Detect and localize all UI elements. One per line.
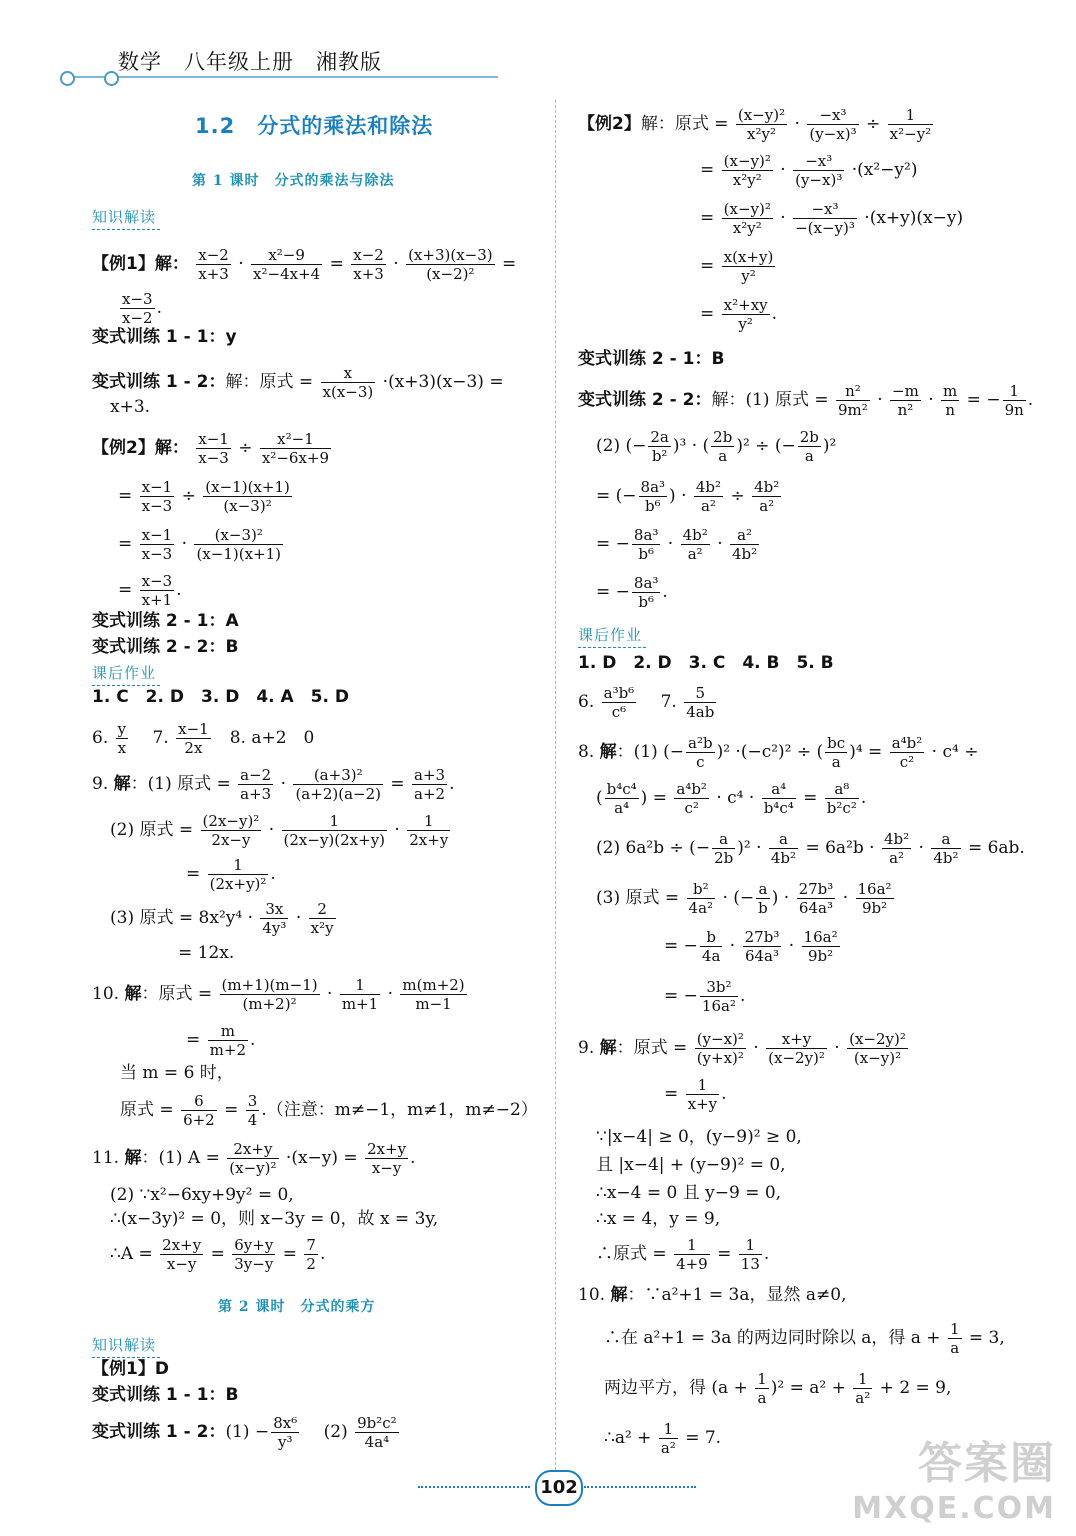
example-1-line: 【例1】解： $\frac{x-2}{x+3}$ · $\frac{\text{x²−9}}{\text{x²−4x+4}}$ = $\frac{x-2}{x+3}$ · $\frac{(x+3)(x-3)}{\text{(x−2)²}}$ = (92, 246, 517, 283)
subheading-knowledge: 知识解读 (92, 208, 157, 226)
right-exercise-2-2-step-2: = − $\frac{\text{8a³}}{\text{b⁶}}$ · $\frac{\text{4b²}}{\text{a²}}$ · $\frac{\text{a²}}{\text{4b²}}$ (596, 526, 758, 563)
header-dot-icon (60, 71, 75, 86)
lesson-2-example-1: 【例1】D (92, 1359, 169, 1379)
right-homework-answers-1: 1. D 2. D 3. C 4. B 5. B (578, 653, 834, 673)
right-example-2-line-2: = $\frac{\text{(x−y)²}}{\text{x²y²}}$ · $\frac{\text{−x³}}{\text{(y−x)³}}$ ·(x²−y²) (700, 152, 918, 189)
right-question-10-line-3: 两边平方，得 (a + $\frac{1}{a}$ )² = a² + $\frac{1}{\text{a²}}$ + 2 = 9, (604, 1370, 952, 1407)
example-2-line-1: 【例2】解： $\frac{x-1}{x-3}$ ÷ $\frac{\text{x²−1}}{\text{x²−6x+9}}$ (92, 430, 330, 467)
question-10-result: = $\frac{m}{m+2}$ . (186, 1022, 256, 1059)
question-9-part-2-result: = $\frac{1}{\text{(2x+y)²}}$ . (186, 856, 276, 893)
example-1-result: $\frac{x-3}{x-2}$ . (122, 290, 162, 327)
right-question-9-line-6: ∴x = 4，y = 9, (596, 1209, 721, 1229)
right-question-8-part-3-step-1: = − $\frac{b}{4a}$ · $\frac{\text{27b³}}{\text{64a³}}$ · $\frac{\text{16a²}}{\text{9b²}}$ (664, 928, 838, 965)
right-question-8-part-1: 8. 解：(1) (− $\frac{\text{a²b}}{c}$ )² ·(−c²)² ÷ ( $\frac{bc}{a}$ )⁴ = $\frac{\text{a⁴b²}}{\text{c²}}$ · c⁴ ÷ (578, 734, 979, 771)
question-10: 10. 解：原式 = $\frac{(m+1)(m-1)}{\text{(m+2)²}}$ · $\frac{1}{m+1}$ · $\frac{m(m+2)}{m-1}$ (92, 976, 465, 1013)
right-question-9: 9. 解：原式 = $\frac{\text{(y−x)²}}{\text{(y+x)²}}$ · $\frac{x+y}{\text{(x−2y)²}}$ · $\frac{\text{(x−2y)²}}{\text{(x−y)²}}$ (578, 1030, 906, 1067)
right-exercise-2-2: 变式训练 2 - 2：解：(1) 原式 = $\frac{\text{n²}}{\text{9m²}}$ · $\frac{-m}{\text{n²}}$ · $\frac{m}{n}$ = − $\frac{1}{9n}$ . (578, 382, 1034, 419)
question-9-part-2: (2) 原式 = $\frac{\text{(2x−y)²}}{2x-y}$ · $\frac{1}{(2x-y)(2x+y)}$ · $\frac{1}{2x+y}$ (110, 812, 449, 849)
right-exercise-2-2-part-2: (2) (− $\frac{2a}{\text{b²}}$ )³ · ( $\frac{2b}{a}$ )² ÷ (− $\frac{2b}{a}$ )² (596, 428, 837, 465)
homework-answers-2: 6. $\frac{y}{x}$ 7. $\frac{x-1}{2x}$ 8. a+2 0 (92, 720, 315, 757)
right-question-9-line-7: ∴原式 = $\frac{1}{4+9}$ = $\frac{1}{13}$ . (596, 1236, 770, 1273)
exercise-1-2-cont: x+3. (110, 397, 151, 417)
right-exercise-2-1: 变式训练 2 - 1：B (578, 349, 725, 369)
watermark-text: 答案圈 (918, 1438, 1056, 1489)
example-2-line-2: = $\frac{x-1}{x-3}$ ÷ $\frac{(x-1)(x+1)}{\text{(x−3)²}}$ (118, 478, 290, 515)
lesson-2-exercise-1-2: 变式训练 1 - 2：(1) − $\frac{\text{8x⁶}}{\text{y³}}$ (2) $\frac{\text{9b²c²}}{\text{4a⁴}}$ (92, 1414, 397, 1451)
question-11-part-1: 11. 解：(1) A = $\frac{2x+y}{\text{(x−y)²}}$ ·(x−y) = $\frac{2x+y}{x-y}$ . (92, 1140, 416, 1177)
right-exercise-2-2-step-1: = (− $\frac{\text{8a³}}{\text{b⁶}}$ ) · $\frac{\text{4b²}}{\text{a²}}$ ÷ $\frac{\text{4b²}}{\text{a²}}$ (596, 478, 780, 515)
right-question-9-line-5: ∴x−4 = 0 且 y−9 = 0, (596, 1183, 782, 1203)
right-question-9-result: = $\frac{1}{x+y}$ . (664, 1076, 727, 1113)
right-exercise-2-2-step-3: = − $\frac{\text{8a³}}{\text{b⁶}}$ . (596, 574, 668, 611)
header-rule (68, 76, 498, 78)
right-example-2-line-5: = $\frac{\text{x²+xy}}{\text{y²}}$ . (700, 296, 778, 333)
right-question-10-line-1: 10. 解：∵a²+1 = 3a，显然 a≠0, (578, 1285, 847, 1305)
right-question-8-part-3: (3) 原式 = $\frac{\text{b²}}{\text{4a²}}$ · (− $\frac{a}{b}$ ) · $\frac{\text{27b³}}{\text{64a³}}$ · $\frac{\text{16a²}}{\text{9b²}}$ (596, 880, 892, 917)
right-homework-answers-2: 6. $\frac{\text{a³b⁶}}{\text{c⁶}}$ 7. $\frac{5}{4ab}$ (578, 684, 715, 721)
subheading-knowledge-2: 知识解读 (92, 1336, 157, 1354)
example-2-line-4: = $\frac{x-3}{x+1}$ . (118, 572, 182, 609)
right-question-10-line-2: ∴在 a²+1 = 3a 的两边同时除以 a，得 a + $\frac{1}{a}$ = 3, (604, 1320, 1005, 1357)
column-divider (555, 100, 556, 1490)
question-9-part-1: 9. 解：(1) 原式 = $\frac{a-2}{a+3}$ · $\frac{\text{(a+3)²}}{(a+2)(a-2)}$ = $\frac{a+3}{a+2}$ . (92, 766, 455, 803)
running-header: 数学 八年级上册 湘教版 (118, 50, 382, 74)
section-title: 1.2 分式的乘法和除法 (195, 114, 434, 138)
right-question-8-part-3-step-2: = − $\frac{\text{3b²}}{\text{16a²}}$ . (664, 978, 746, 1015)
footer-dots-right (584, 1486, 696, 1488)
exercise-2-1: 变式训练 2 - 1：A (92, 611, 239, 631)
question-11-part-3: ∴(x−3y)² = 0，则 x−3y = 0，故 x = 3y, (110, 1209, 439, 1229)
right-question-8-part-2: (2) 6a²b ÷ (− $\frac{a}{2b}$ )² · $\frac{a}{\text{4b²}}$ = 6a²b · $\frac{\text{4b²}}{\text{a²}}$ · $\frac{a}{\text{4b²}}$ = 6ab. (596, 830, 1025, 867)
exercise-1-1: 变式训练 1 - 1：y (92, 327, 237, 347)
exercise-2-2: 变式训练 2 - 2：B (92, 637, 239, 657)
subheading-homework: 课后作业 (92, 664, 157, 682)
question-11-part-2: (2) ∵x²−6xy+9y² = 0, (110, 1185, 294, 1205)
right-question-10-line-4: ∴a² + $\frac{1}{\text{a²}}$ = 7. (604, 1420, 722, 1457)
right-example-2-line-4: = $\frac{x(x+y)}{\text{y²}}$ (700, 248, 774, 285)
example-label: 【例1】解： (92, 254, 189, 274)
question-9-part-3-result: = 12x. (178, 943, 235, 963)
right-example-2-line-1: 【例2】解：原式 = $\frac{\text{(x−y)²}}{\text{x²y²}}$ · $\frac{\text{−x³}}{\text{(y−x)³}}$ ÷ $\frac{1}{\text{x²−y²}}$ (578, 106, 932, 143)
lesson-2-title: 第 2 课时 分式的乘方 (218, 1299, 376, 1315)
watermark-url: MXQE.COM (852, 1491, 1056, 1526)
page-number: 102 (535, 1470, 583, 1506)
exercise-1-2: 变式训练 1 - 2：解：原式 = $\frac{x}{x(x-3)}$ ·(x+3)(x−3) = (92, 364, 504, 401)
question-10-when: 当 m = 6 时， (120, 1063, 234, 1083)
watermark-logo (852, 1427, 1056, 1526)
right-question-9-line-4: 且 |x−4| + (y−9)² = 0, (596, 1155, 786, 1175)
homework-answers-1: 1. C 2. D 3. D 4. A 5. D (92, 687, 349, 707)
right-example-2-line-3: = $\frac{\text{(x−y)²}}{\text{x²y²}}$ · $\frac{\text{−x³}}{\text{−(x−y)³}}$ ·(x+y)(x−y) (700, 200, 964, 237)
right-question-9-line-3: ∵|x−4| ≥ 0，(y−9)² ≥ 0, (596, 1127, 802, 1147)
example-2-line-3: = $\frac{x-1}{x-3}$ · $\frac{\text{(x−3)²}}{(x-1)(x+1)}$ (118, 526, 282, 563)
footer-dots-left (418, 1486, 530, 1488)
right-subheading-homework: 课后作业 (578, 626, 643, 644)
header-dot-icon (104, 71, 119, 86)
lesson-1-title: 第 1 课时 分式的乘法与除法 (192, 173, 395, 189)
question-11-part-4: ∴A = $\frac{2x+y}{x-y}$ = $\frac{6y+y}{3y-y}$ = $\frac{7}{2}$ . (110, 1236, 326, 1273)
question-9-part-3: (3) 原式 = 8x²y⁴ · $\frac{3x}{\text{4y³}}$ · $\frac{2}{\text{x²y}}$ (110, 900, 334, 937)
question-10-value: 原式 = $\frac{6}{6+2}$ = $\frac{3}{4}$ .（注意：m≠−1，m≠1，m≠−2） (120, 1092, 538, 1129)
lesson-2-exercise-1-1: 变式训练 1 - 1：B (92, 1385, 239, 1405)
right-question-8-part-1-cont: ( $\frac{\text{b⁴c⁴}}{\text{a⁴}}$ ) = $\frac{\text{a⁴b²}}{\text{c²}}$ · c⁴ · $\frac{\text{a⁴}}{\text{b⁴c⁴}}$ = $\frac{\text{a⁸}}{\text{b²c²}}$ . (596, 780, 867, 817)
